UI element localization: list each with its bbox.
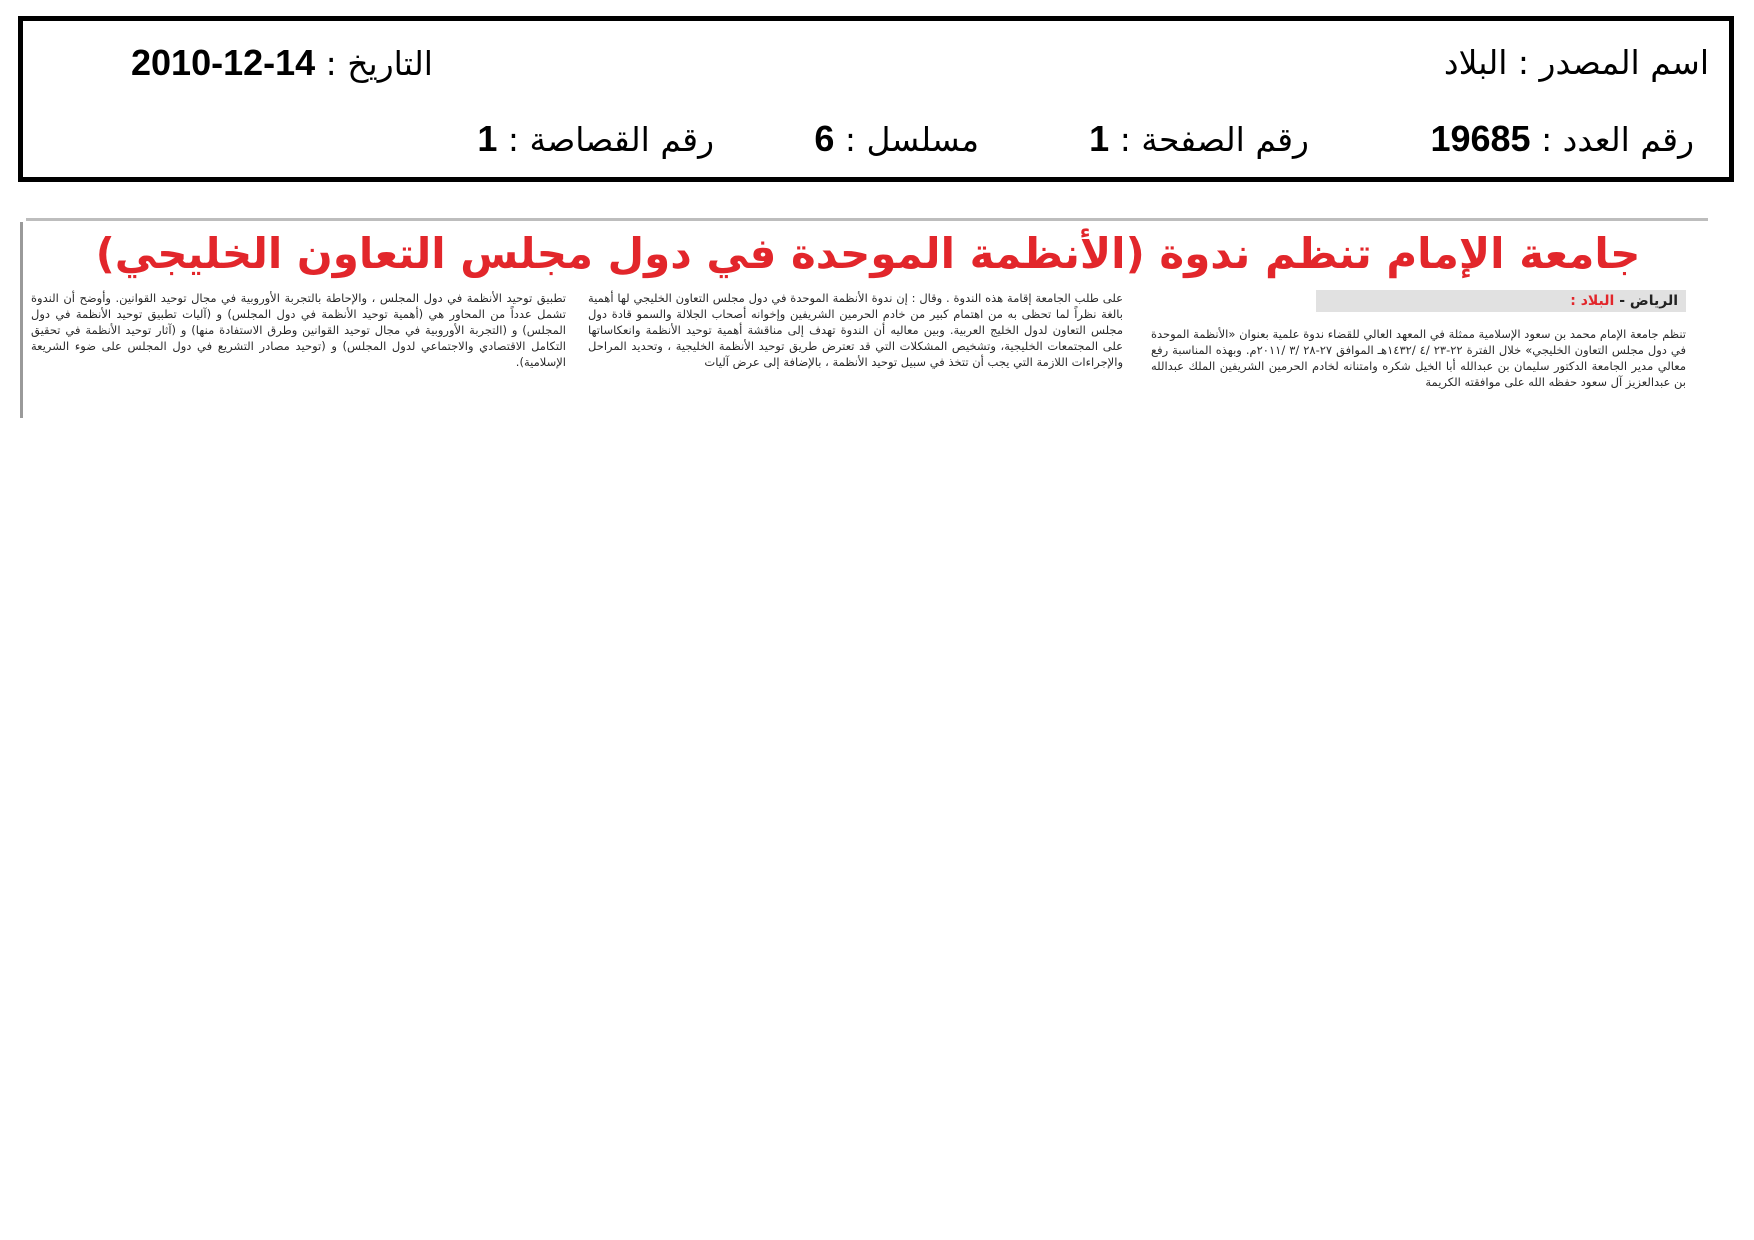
clip-value: 1 [477,118,498,159]
issue-value: 19685 [1430,118,1531,159]
clip-number-field [477,119,714,160]
date-label: التاريخ : [315,44,433,83]
serial-label: مسلسل : [834,120,979,159]
issue-label: رقم العدد : [1530,120,1694,159]
clip-label: رقم القصاصة : [497,120,714,159]
serial-value: 6 [814,118,835,159]
article-headline: جامعة الإمام تنظم ندوة (الأنظمة الموحدة في دول مجلس التعاون الخليجي) [95,229,1641,278]
page-label: رقم الصفحة : [1109,120,1309,159]
clip-edge-rule [20,222,23,418]
date-value: 2010-12-14 [131,42,316,83]
article-column-3: تطبيق توحيد الأنظمة في دول المجلس ، والإحاطة بالتجربة الأوروبية في مجال توحيد القوانين. وأوضح أن الندوة تشمل عدداً من المحاور هي (أهمية توحيد الأنظمة في دول المجلس) و (آليات تطبيق توحيد الأنظمة في دول المجلس) و (التجربة الأوروبية في مجال توحيد القوانين وطرق الاستفادة منها) و (آثار توحيد الأنظمة في تحقيق التكامل الاقتصادي والاجتماعي لدول المجلس) و (توحيد مصادر التشريع في دول المجلس على ضوء الشريعة الإسلامية). [31,291,566,369]
byline-city: الرياض - [1614,293,1678,309]
clipping-info-box [18,16,1734,182]
page-value: 1 [1089,118,1110,159]
byline-paper: البلاد : [1570,293,1615,309]
article-byline [1316,290,1686,312]
article-column-1: تنظم جامعة الإمام محمد بن سعود الإسلامية ممثلة في المعهد العالي للقضاء ندوة علمية بعنوان «الأنظمة الموحدة في دول مجلس التعاون الخليجي» خلال الفترة ٢٢-٢٣ /٤ /١٤٣٢هـ الموافق ٢٧-٢٨ /٣ /٢٠١١م. وبهذه المناسبة رفع معالي مدير الجامعة الدكتور سليمان بن عبدالله أبا الخيل شكره وامتنانه لخادم الحرمين الشريفين الملك عبدالله بن عبدالعزيز آل سعود حفظه الله على موافقته الكريمة [1151,327,1686,389]
page-number-field [1089,119,1309,160]
clip-top-rule [26,218,1708,221]
article-column-2: على طلب الجامعة إقامة هذه الندوة . وقال : إن ندوة الأنظمة الموحدة في دول مجلس التعاون الخليجي لها أهمية بالغة نظراً لما تحظى به من اهتمام كبير من خادم الحرمين الشريفين وإخوانه أصحاب الجلالة والسمو قادة دول مجلس التعاون لدول الخليج العربية. وبين معاليه أن الندوة تهدف إلى مناقشة أهمية توحيد الأنظمة وانعكاساتها على المجتمعات الخليجية، وتشخيص المشكلات التي قد تعترض طريق توحيد الأنظمة الخليجية ، وتحديد المراحل والإجراءات اللازمة التي يجب أن تتخذ في سبيل توحيد الأنظمة ، بالإضافة إلى عرض آليات [588,291,1123,369]
date-field [131,43,433,84]
news-clipping [20,218,1708,420]
source-name: اسم المصدر : البلاد [1443,43,1709,82]
issue-number-field [1430,119,1694,160]
serial-field [814,119,979,160]
